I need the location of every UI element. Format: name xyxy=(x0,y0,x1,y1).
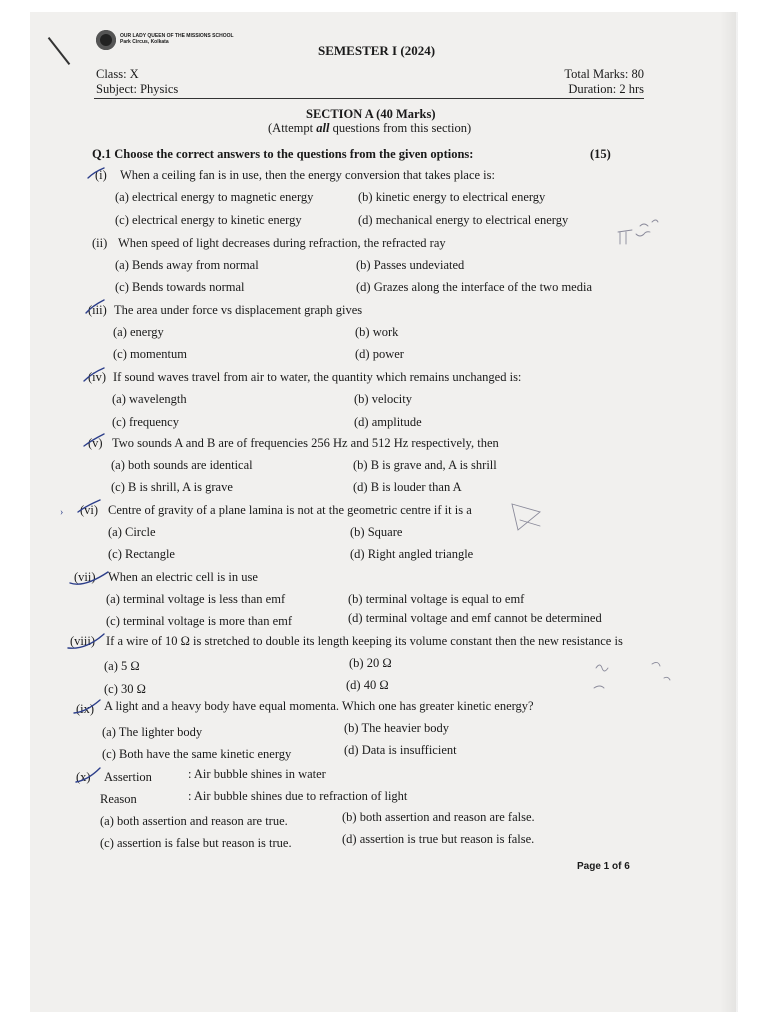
option-d: (d) B is louder than A xyxy=(353,480,462,494)
question-text: When speed of light decreases during refraction, the refracted ray xyxy=(118,236,446,250)
section-title: SECTION A (40 Marks) xyxy=(306,107,436,121)
option-b: (b) The heavier body xyxy=(344,721,449,735)
option-c: (c) B is shrill, A is grave xyxy=(111,480,233,494)
question-text: Centre of gravity of a plane lamina is not at the geometric centre if it is a xyxy=(108,503,472,517)
option-a: (a) both assertion and reason are true. xyxy=(100,814,288,828)
option-b: (b) terminal voltage is equal to emf xyxy=(348,592,525,606)
section-instruction: (Attempt all questions from this section) xyxy=(268,121,472,135)
exam-title: SEMESTER I (2024) xyxy=(318,43,436,58)
option-c: (c) terminal voltage is more than emf xyxy=(106,614,293,628)
question-number: (ii) xyxy=(92,236,108,250)
option-b: (b) kinetic energy to electrical energy xyxy=(358,190,546,204)
question-number: (v) xyxy=(88,436,103,450)
question-number: (iii) xyxy=(88,303,107,317)
q1-marks: (15) xyxy=(590,147,611,161)
option-d: (d) terminal voltage and emf cannot be determined xyxy=(348,611,602,625)
option-b: (b) velocity xyxy=(354,392,412,406)
option-c: (c) assertion is false but reason is true. xyxy=(100,836,292,850)
reason-label: Reason xyxy=(100,792,137,806)
class-label: Class: X xyxy=(96,67,139,81)
subject-label: Subject: Physics xyxy=(96,82,179,96)
duration: Duration: 2 hrs xyxy=(568,82,644,96)
option-d: (d) 40 Ω xyxy=(346,678,389,692)
question-number: (i) xyxy=(95,168,107,182)
option-d: (d) mechanical energy to electrical energy xyxy=(358,213,569,227)
question-text: The area under force vs displacement graph gives xyxy=(114,303,363,317)
option-b: (b) B is grave and, A is shrill xyxy=(353,458,497,472)
question-number: (x) xyxy=(76,770,91,784)
option-d: (d) Grazes along the interface of the two media xyxy=(356,280,593,294)
question-text: Two sounds A and B are of frequencies 256 Hz and 512 Hz respectively, then xyxy=(112,436,499,450)
option-c: (c) Rectangle xyxy=(108,547,175,561)
question-text: When an electric cell is in use xyxy=(108,570,258,584)
reason-text: : Air bubble shines due to refraction of light xyxy=(188,789,408,803)
option-a: (a) Circle xyxy=(108,525,156,539)
option-c: (c) frequency xyxy=(112,415,179,429)
option-a: (a) Bends away from normal xyxy=(115,258,259,272)
question-text: If a wire of 10 Ω is stretched to double its length keeping its volume constant then the new resistance is xyxy=(106,634,623,648)
option-c: (c) 30 Ω xyxy=(104,682,146,696)
option-c: (c) Bends towards normal xyxy=(115,280,245,294)
total-marks: Total Marks: 80 xyxy=(564,67,644,81)
option-d: (d) assertion is true but reason is false. xyxy=(342,832,535,846)
svg-text:›: › xyxy=(60,507,64,518)
option-b: (b) both assertion and reason are false. xyxy=(342,810,535,824)
option-b: (b) 20 Ω xyxy=(349,656,392,670)
option-a: (a) energy xyxy=(113,325,164,339)
question-number: (viii) xyxy=(70,634,95,648)
question-text: A light and a heavy body have equal momenta. Which one has greater kinetic energy? xyxy=(104,699,534,713)
assertion-text: : Air bubble shines in water xyxy=(188,767,326,781)
page-number: Page 1 of 6 xyxy=(577,861,630,872)
option-d: (d) Data is insufficient xyxy=(344,743,457,757)
option-a: (a) 5 Ω xyxy=(104,659,140,673)
question-number: (vi) xyxy=(80,503,99,517)
option-d: (d) amplitude xyxy=(354,415,422,429)
option-b: (b) Square xyxy=(350,525,403,539)
option-b: (b) Passes undeviated xyxy=(356,258,465,272)
option-c: (c) Both have the same kinetic energy xyxy=(102,747,292,761)
option-a: (a) terminal voltage is less than emf xyxy=(106,592,286,606)
option-d: (d) Right angled triangle xyxy=(350,547,474,561)
question-text: If sound waves travel from air to water, the quantity which remains unchanged is: xyxy=(113,370,522,384)
question-number: (iv) xyxy=(88,370,107,384)
option-a: (a) The lighter body xyxy=(102,725,203,739)
option-d: (d) power xyxy=(355,347,404,361)
option-c: (c) momentum xyxy=(113,347,187,361)
q1-prompt: Q.1 Choose the correct answers to the questions from the given options: xyxy=(92,147,474,161)
question-number: (vii) xyxy=(74,570,96,584)
option-c: (c) electrical energy to kinetic energy xyxy=(115,213,302,227)
assertion-label: Assertion xyxy=(104,770,152,784)
option-a: (a) both sounds are identical xyxy=(111,458,253,472)
school-name: OUR LADY QUEEN OF THE MISSIONS SCHOOL Park Circus, Kolkata xyxy=(120,33,234,45)
option-b: (b) work xyxy=(355,325,399,339)
question-text: When a ceiling fan is in use, then the energy conversion that takes place is: xyxy=(120,168,495,182)
question-number: (ix) xyxy=(76,702,95,716)
option-a: (a) wavelength xyxy=(112,392,187,406)
option-a: (a) electrical energy to magnetic energy xyxy=(115,190,314,204)
